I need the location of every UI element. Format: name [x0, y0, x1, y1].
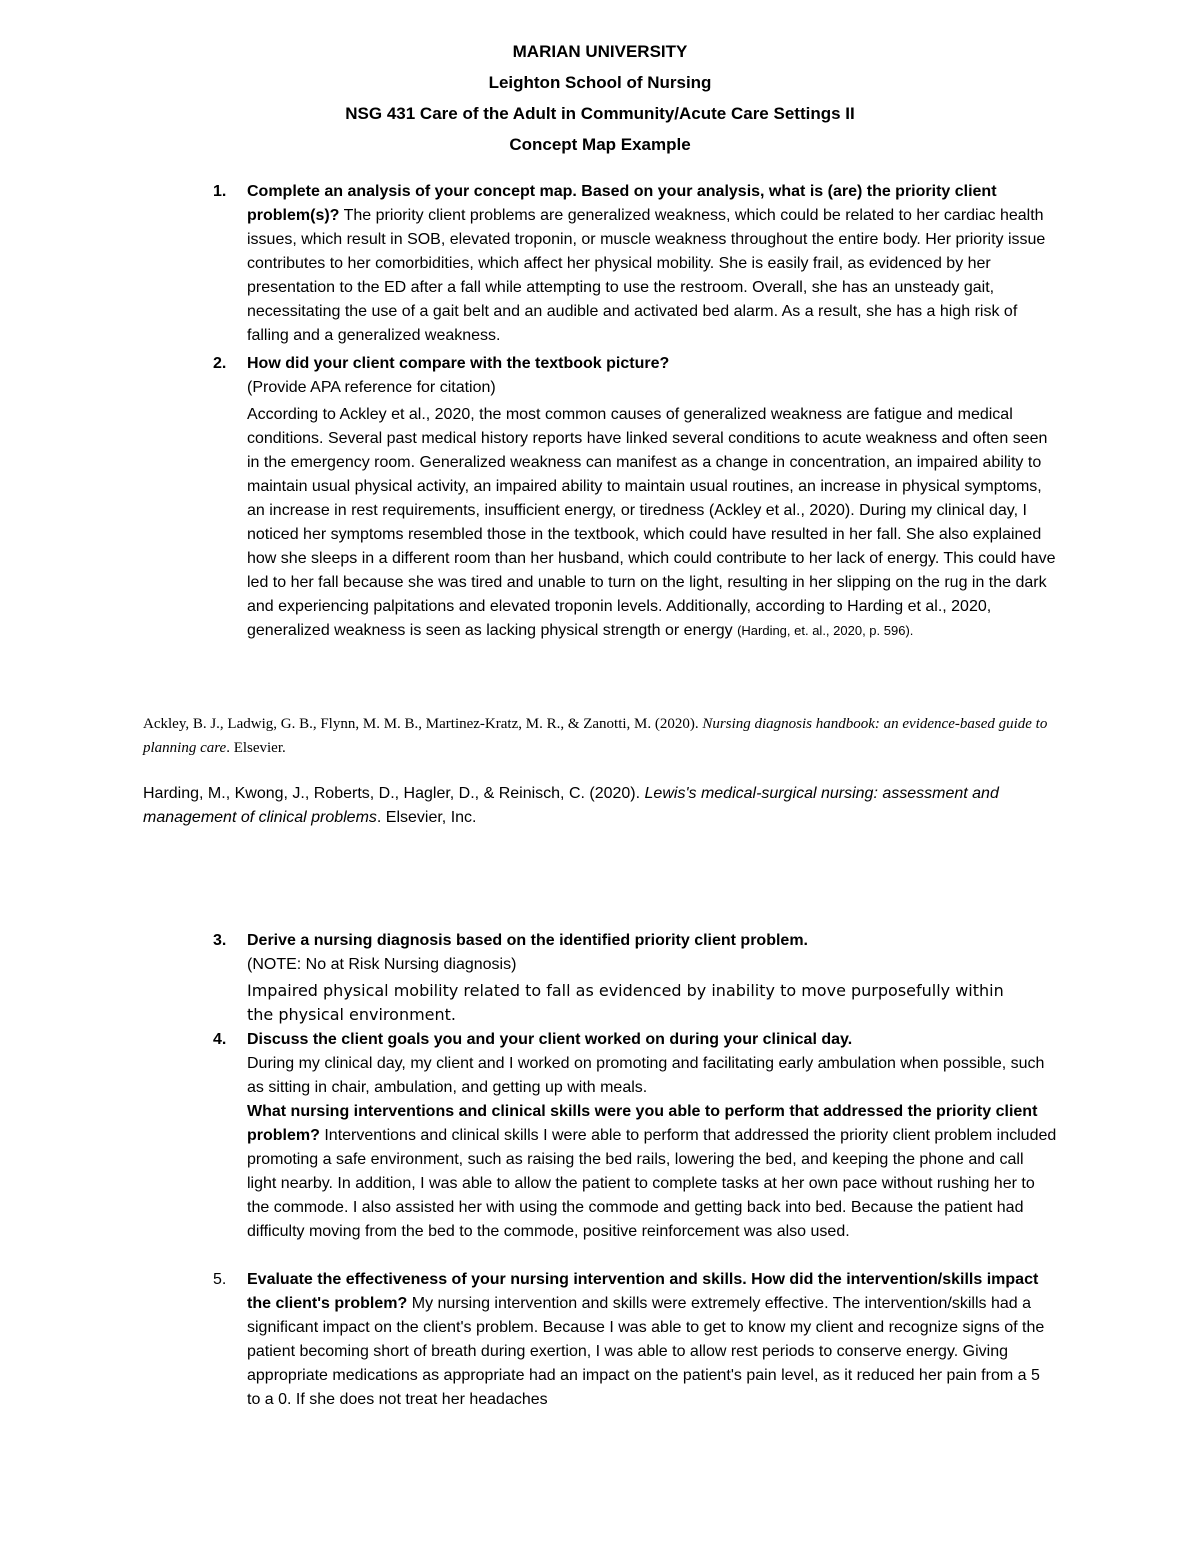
university-name: MARIAN UNIVERSITY: [512, 42, 688, 61]
reference-ackley: [143, 712, 1063, 760]
question-2-citation: (Harding, et. al., 2020, p. 596).: [737, 623, 914, 638]
question-number: 2.: [213, 355, 227, 372]
reference-harding-text: [143, 782, 1063, 830]
question-4-part-2: [247, 1100, 1057, 1244]
reference-harding: [143, 782, 1063, 830]
question-2-body: [247, 352, 1057, 643]
question-3-note: (NOTE: No at Risk Nursing diagnosis): [247, 956, 517, 973]
question-number: 5.: [213, 1271, 227, 1288]
question-3-body: [247, 929, 1057, 1027]
question-2-prompt: How did your client compare with the textbook picture?: [247, 355, 670, 372]
reference-ackley-text: [143, 712, 1063, 760]
question-5-prompt: Evaluate the effectiveness of your nursing intervention and skills. How did the intervention/skills impact the client's problem?: [247, 1271, 1039, 1312]
question-4-prompt: Discuss the client goals you and your client worked on during your clinical day.: [247, 1031, 853, 1048]
question-2-answer: According to Ackley et al., 2020, the most common causes of generalized weakness are fatigue and medical conditions. Several past medical history reports have linked several conditions to acute weakness and often seen in the emergency room. Generalized weakness can manifest as a change in concentration, an impaired ability to maintain usual physical activity, an impaired ability to maintain usual routines, an increase in physical symptoms, an increase in rest requirements, insufficient energy, or tiredness (Ackley et al., 2020). During my clinical day, I noticed her symptoms resembled those in the textbook, which could have resulted in her fall. She also explained how she sleeps in a different room than her husband, which could contribute to her lack of energy. This could have led to her fall because she was tired and unable to turn on the light, resulting in her slipping on the rug in the dark and experiencing palpitations and elevated troponin levels. Additionally, according to Harding et al., 2020, generalized weakness is seen as lacking physical strength or energy: [247, 406, 1056, 639]
reference-ackley-authors: Ackley, B. J., Ladwig, G. B., Flynn, M. M. B., Martinez-Kratz, M. R., & Zanotti, M. (2020).: [143, 716, 699, 732]
question-number: 1.: [213, 183, 227, 200]
reference-harding-authors: Harding, M., Kwong, J., Roberts, D., Hagler, D., & Reinisch, C. (2020).: [143, 785, 641, 802]
question-2-answer-block: [247, 403, 1057, 643]
reference-ackley-title: Nursing diagnosis handbook: an evidence-based guide to planning care: [143, 716, 1048, 756]
question-4-body: [247, 1028, 1057, 1244]
course-title: NSG 431 Care of the Adult in Community/Acute Care Settings II: [345, 104, 855, 123]
question-1-body: [247, 180, 1057, 348]
question-1-answer: The priority client problems are generalized weakness, which could be related to her cardiac health issues, which result in SOB, elevated troponin, or muscle weakness throughout the entire body. Her priority issue contributes to her comorbidities, which affect her physical mobility. She is easily frail, as evidenced by her presentation to the ED after a fall while attempting to use the restroom. Overall, she has an unsteady gait, necessitating the use of a gait belt and an audible and activated bed alarm. As a result, she has a high risk of falling and a generalized weakness.: [247, 207, 1046, 344]
question-2-note: (Provide APA reference for citation): [247, 379, 496, 396]
question-1-prompt: Complete an analysis of your concept map. Based on your analysis, what is (are) the priority client problem(s)?: [247, 183, 997, 224]
document-header: [0, 36, 1200, 160]
school-name: Leighton School of Nursing: [488, 73, 712, 92]
question-3-prompt: Derive a nursing diagnosis based on the identified priority client problem.: [247, 932, 808, 949]
question-3-answer: Impaired physical mobility related to fall as evidenced by inability to move purposefully within the physical environment.: [247, 981, 1004, 1024]
reference-harding-title: Lewis's medical-surgical nursing: assessment and management of clinical problems: [143, 785, 999, 826]
question-number: 4.: [213, 1031, 227, 1048]
question-number: 3.: [213, 932, 227, 949]
reference-ackley-publisher: . Elsevier.: [226, 740, 286, 756]
reference-harding-publisher: . Elsevier, Inc.: [376, 809, 477, 826]
question-5-answer: My nursing intervention and skills were extremely effective. The intervention/skills had a significant impact on the client's problem. Because I was able to get to know my client and recognize signs of the patient becoming short of breath during exertion, I was able to allow rest periods to conserve energy. Giving appropriate medications as appropriate had an impact on the patient's pain level, as it reduced her pain from a 5 to a 0. If she does not treat her headaches: [247, 1295, 1045, 1408]
question-4-prompt-2: What nursing interventions and clinical skills were you able to perform that addressed the priority client problem?: [247, 1103, 1038, 1144]
question-4-answer-2: Interventions and clinical skills I were able to perform that addressed the priority client problem included promoting a safe environment, such as raising the bed rails, lowering the bed, and keeping the phone and call light nearby. In addition, I was able to allow the patient to complete tasks at her own pace without rushing her to the commode. I also assisted her with using the commode and getting back into bed. Because the patient had difficulty moving from the bed to the commode, positive reinforcement was also used.: [247, 1127, 1057, 1240]
question-5-body: [247, 1268, 1057, 1412]
document-title: Concept Map Example: [509, 135, 691, 154]
question-4-answer: During my clinical day, my client and I worked on promoting and facilitating early ambulation when possible, such as sitting in chair, ambulation, and getting up with meals.: [247, 1055, 1045, 1096]
